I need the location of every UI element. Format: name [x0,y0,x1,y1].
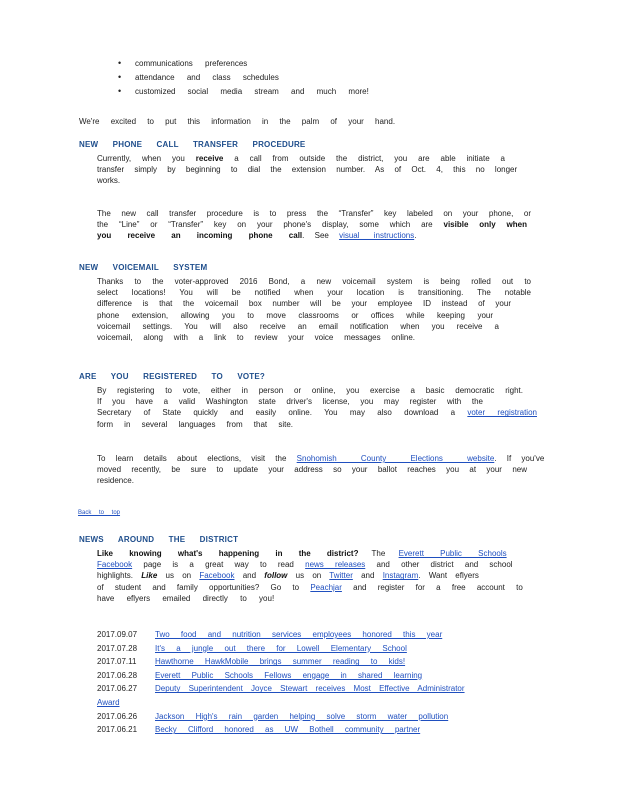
peachjar-link[interactable]: Peachjar [310,582,342,592]
voicemail-line: voicemail settings. You will also receive an email notification when you receive a [97,321,499,331]
facebook-link[interactable]: Facebook [199,571,235,581]
phone-line-2: transfer simply by beginning to dial the extension number. As of Oct. 4, this no longer [97,165,518,175]
list-item: • attendance and class schedules [118,72,279,82]
intro-text: We're excited to put this information in the palm of your hand. [79,117,396,126]
phone-line-5: the “Line” or “Transfer” key on your phone's display, some which are visible only when [97,220,527,230]
phone-line-3: works. [97,176,121,186]
news-intro-line: have eflyers emailed directly to you! [97,593,275,603]
elections-body [97,453,545,487]
voicemail-line: voicemail, along with a link to review your voice messages online. [97,333,415,343]
voicemail-line: select locations! You will be notified when your location is transitioning. The notable [97,288,531,298]
news-item-link[interactable]: Deputy Superintendent Joyce Stewart receives Most Effective Administrator [155,684,465,694]
elections-line: To learn details about elections, visit the Snohomish County Elections website. If you've [97,454,545,463]
vote-line: form in several languages from that site. [97,419,293,429]
vote-line: If you have a valid Washington state driver's license, you may register with the [97,397,483,407]
elections-line: residence. [97,476,134,486]
news-item-link[interactable]: Two food and nutrition services employees honored this year [155,630,443,639]
vote-line: Secretary of State quickly and easily online. You may also download a voter registration [97,408,537,418]
news-item-link[interactable]: Everett Public Schools Fellows engage in shared learning [155,670,423,680]
list-item: 2017.07.11 Hawthorne HawkMobile brings summer reading to kids! [97,657,406,667]
phone-transfer-heading: NEW PHONE CALL TRANSFER PROCEDURE [79,140,306,149]
list-item: 2017.06.28 Everett Public Schools Fellows engage in shared learning [97,670,423,680]
news-list [97,628,527,737]
elections-website-link[interactable]: Snohomish County Elections website [296,454,495,463]
phone-transfer-body [97,153,527,187]
list-item: 2017.06.21 Becky Clifford honored as UW Bothell community partner [97,725,421,735]
voicemail-line: phone extension, allowing you to move classrooms or offices while keeping your [97,310,493,320]
voter-registration-link[interactable]: voter registration [467,408,537,418]
voicemail-heading: NEW VOICEMAIL SYSTEM [79,263,208,272]
phone-line-4: The new call transfer procedure is to press the “Transfer” key labeled on your phone, or [97,209,531,218]
news-item-link[interactable]: It's a jungle out there for Lowell Elementary School [155,643,407,653]
list-item [97,696,527,710]
news-intro [97,548,531,604]
vote-heading: ARE YOU REGISTERED TO VOTE? [79,372,266,381]
list-item: 2017.09.07 Two food and nutrition services employees honored this year [97,630,443,639]
news-heading: NEWS AROUND THE DISTRICT [79,535,239,544]
list-item: • customized social media stream and much more! [118,86,369,96]
elections-line: moved recently, be sure to update your address so your ballot reaches you at your new [97,465,527,475]
news-item-link[interactable]: Becky Clifford honored as UW Bothell community partner [155,725,421,735]
news-releases-link[interactable]: news releases [305,560,366,570]
list-item: 2017.07.28 It's a jungle out there for Lowell Elementary School [97,643,407,653]
vote-body [97,385,537,430]
list-item: 2017.06.27 Deputy Superintendent Joyce Stewart receives Most Effective Administrator [97,684,465,694]
news-intro-line: highlights. Like us on Facebook and follow us on Twitter and Instagram. Want eflyers [97,571,479,581]
facebook-page-link[interactable]: Facebook [97,560,133,570]
news-intro-line: of student and family opportunities? Go to Peachjar and register for a free account to [97,582,523,592]
news-intro-line: Like knowing what's happening in the district? The Everett Public Schools [97,549,507,558]
instagram-link[interactable]: Instagram [382,571,419,581]
news-item-link[interactable]: Award [97,697,120,707]
feature-bullet-list [118,56,369,98]
twitter-link[interactable]: Twitter [329,571,353,581]
list-item: • communications preferences [118,58,248,68]
news-item-link[interactable]: Hawthorne HawkMobile brings summer reading to kids! [155,657,406,667]
voicemail-body [97,276,531,343]
list-item: 2017.06.26 Jackson High's rain garden helping solve storm water pollution [97,711,449,721]
eps-link[interactable]: Everett Public Schools [398,549,507,558]
phone-line-6: you receive an incoming phone call. See visual instructions. [97,231,417,241]
back-to-top-link[interactable]: Back to top [78,510,121,516]
phone-line-1: Currently, when you receive a call from outside the district, you are able initiate a [97,154,505,163]
news-item-link[interactable]: Jackson High's rain garden helping solve storm water pollution [155,711,449,721]
visual-instructions-link[interactable]: visual instructions [339,231,415,241]
phone-transfer-body-2 [97,208,531,242]
voicemail-line: Thanks to the voter-approved 2016 Bond, a new voicemail system is being rolled out to [97,277,531,286]
vote-line: By registering to vote, either in person or online, you exercise a basic democratic right. [97,386,523,395]
news-intro-line: Facebook page is a great way to read news releases and other district and school [97,560,513,570]
voicemail-line: difference is that the voicemail box number will be your employee ID instead of your [97,299,511,309]
